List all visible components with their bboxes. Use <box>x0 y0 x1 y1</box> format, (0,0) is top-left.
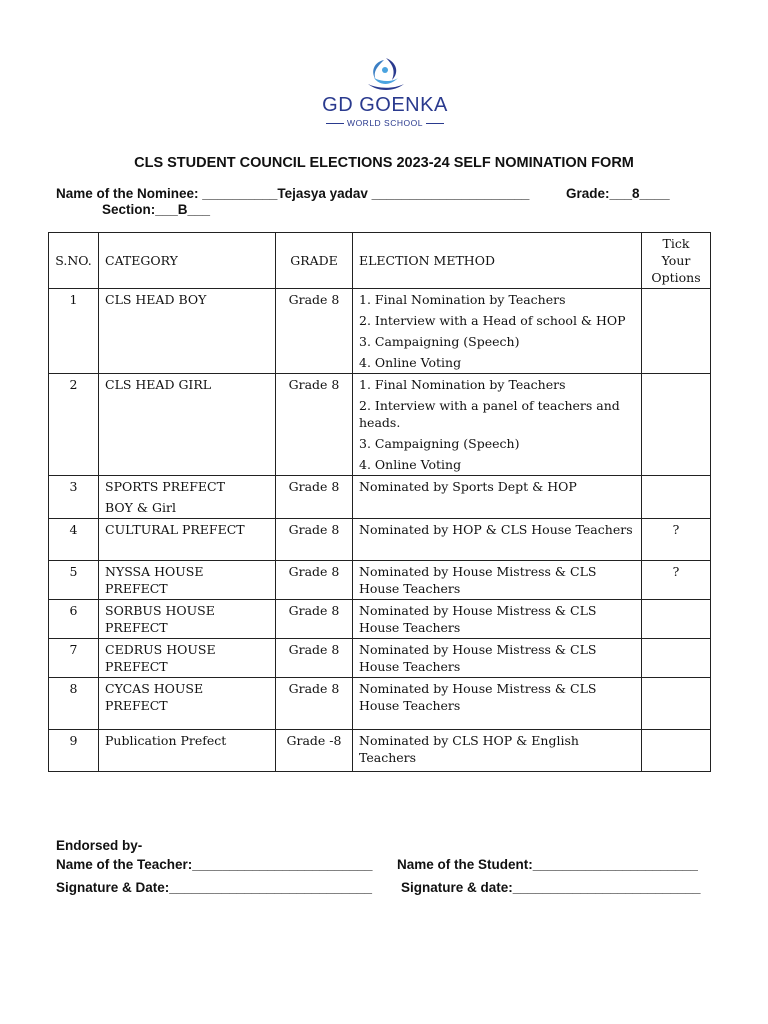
row-category: NYSSA HOUSE PREFECT <box>99 561 276 600</box>
row-sno: 2 <box>49 374 99 476</box>
method-item: 4. Online Voting <box>359 355 462 370</box>
table-row <box>49 639 711 678</box>
row-methods: Nominated by Sports Dept & HOP <box>353 476 642 519</box>
method-item: 1. Final Nomination by Teachers <box>359 292 566 307</box>
logo-subtitle-text: WORLD SCHOOL <box>347 118 423 128</box>
row-category: CLS HEAD GIRL <box>99 374 276 476</box>
header-grade: GRADE <box>276 233 353 289</box>
category-line: BOY & Girl <box>105 500 176 515</box>
row-category: Publication Prefect <box>99 730 276 772</box>
tick-cell[interactable] <box>642 639 711 678</box>
tick-cell[interactable] <box>642 600 711 639</box>
table-row <box>49 519 711 561</box>
tick-cell[interactable] <box>642 678 711 730</box>
logo-name: GD GOENKA <box>322 94 448 116</box>
method-item: 3. Campaigning (Speech) <box>359 334 520 349</box>
table-row <box>49 678 711 730</box>
row-sno: 5 <box>49 561 99 600</box>
row-grade: Grade 8 <box>276 600 353 639</box>
row-methods: Nominated by House Mistress & CLS House Teachers <box>353 561 642 600</box>
row-methods: Nominated by House Mistress & CLS House Teachers <box>353 600 642 639</box>
header-tick-options: Tick Your Options <box>642 233 711 289</box>
row-category <box>99 476 276 519</box>
student-name-field[interactable]: Name of the Student:______________________ <box>397 857 698 872</box>
row-sno: 6 <box>49 600 99 639</box>
row-grade: Grade 8 <box>276 374 353 476</box>
table-row <box>49 561 711 600</box>
tick-cell[interactable] <box>642 730 711 772</box>
row-grade: Grade 8 <box>276 678 353 730</box>
row-methods: Nominated by House Mistress & CLS House Teachers <box>353 639 642 678</box>
header-sno: S.NO. <box>49 233 99 289</box>
nominee-section: Section:___B___ <box>102 202 211 217</box>
logo-subtitle <box>318 118 452 128</box>
tick-cell[interactable] <box>642 289 711 374</box>
row-methods <box>353 289 642 374</box>
table-row <box>49 289 711 374</box>
row-sno: 9 <box>49 730 99 772</box>
school-logo <box>318 56 452 130</box>
row-grade: Grade 8 <box>276 639 353 678</box>
row-grade: Grade 8 <box>276 561 353 600</box>
row-methods: Nominated by CLS HOP & English Teachers <box>353 730 642 772</box>
row-sno: 8 <box>49 678 99 730</box>
bird-logo-icon <box>362 56 408 96</box>
category-line: SPORTS PREFECT <box>105 479 225 494</box>
row-category: CEDRUS HOUSE PREFECT <box>99 639 276 678</box>
header-category: CATEGORY <box>99 233 276 289</box>
header-election-method: ELECTION METHOD <box>353 233 642 289</box>
table-row <box>49 374 711 476</box>
method-item: 2. Interview with a panel of teachers and heads. <box>359 398 620 430</box>
teacher-name-field[interactable]: Name of the Teacher:________________________ <box>56 857 373 872</box>
teacher-signature-field[interactable]: Signature & Date:___________________________ <box>56 880 372 895</box>
tick-cell[interactable]: ? <box>642 519 711 561</box>
tick-cell[interactable] <box>642 476 711 519</box>
row-grade: Grade 8 <box>276 519 353 561</box>
table-row <box>49 476 711 519</box>
row-grade: Grade 8 <box>276 289 353 374</box>
method-item: 1. Final Nomination by Teachers <box>359 377 566 392</box>
method-item: 2. Interview with a Head of school & HOP <box>359 313 626 328</box>
row-sno: 4 <box>49 519 99 561</box>
nomination-table <box>48 232 711 772</box>
tick-cell[interactable] <box>642 374 711 476</box>
row-category: CYCAS HOUSE PREFECT <box>99 678 276 730</box>
row-category: CULTURAL PREFECT <box>99 519 276 561</box>
row-category: CLS HEAD BOY <box>99 289 276 374</box>
student-signature-field[interactable]: Signature & date:_________________________ <box>401 880 701 895</box>
row-methods: Nominated by HOP & CLS House Teachers <box>353 519 642 561</box>
table-row <box>49 730 711 772</box>
nominee-name: Name of the Nominee: __________Tejasya yadav _____________________ <box>56 186 530 201</box>
row-sno: 1 <box>49 289 99 374</box>
table-row <box>49 600 711 639</box>
tick-cell[interactable]: ? <box>642 561 711 600</box>
nominee-grade: Grade:___8____ <box>566 186 670 201</box>
row-category: SORBUS HOUSE PREFECT <box>99 600 276 639</box>
row-methods: Nominated by House Mistress & CLS House Teachers <box>353 678 642 730</box>
row-sno: 3 <box>49 476 99 519</box>
row-grade: Grade 8 <box>276 476 353 519</box>
endorsed-by-label: Endorsed by- <box>56 838 143 853</box>
row-grade: Grade -8 <box>276 730 353 772</box>
method-item: 4. Online Voting <box>359 457 462 472</box>
row-methods <box>353 374 642 476</box>
row-sno: 7 <box>49 639 99 678</box>
form-title: CLS STUDENT COUNCIL ELECTIONS 2023-24 SELF NOMINATION FORM <box>134 155 634 171</box>
method-item: 3. Campaigning (Speech) <box>359 436 520 451</box>
